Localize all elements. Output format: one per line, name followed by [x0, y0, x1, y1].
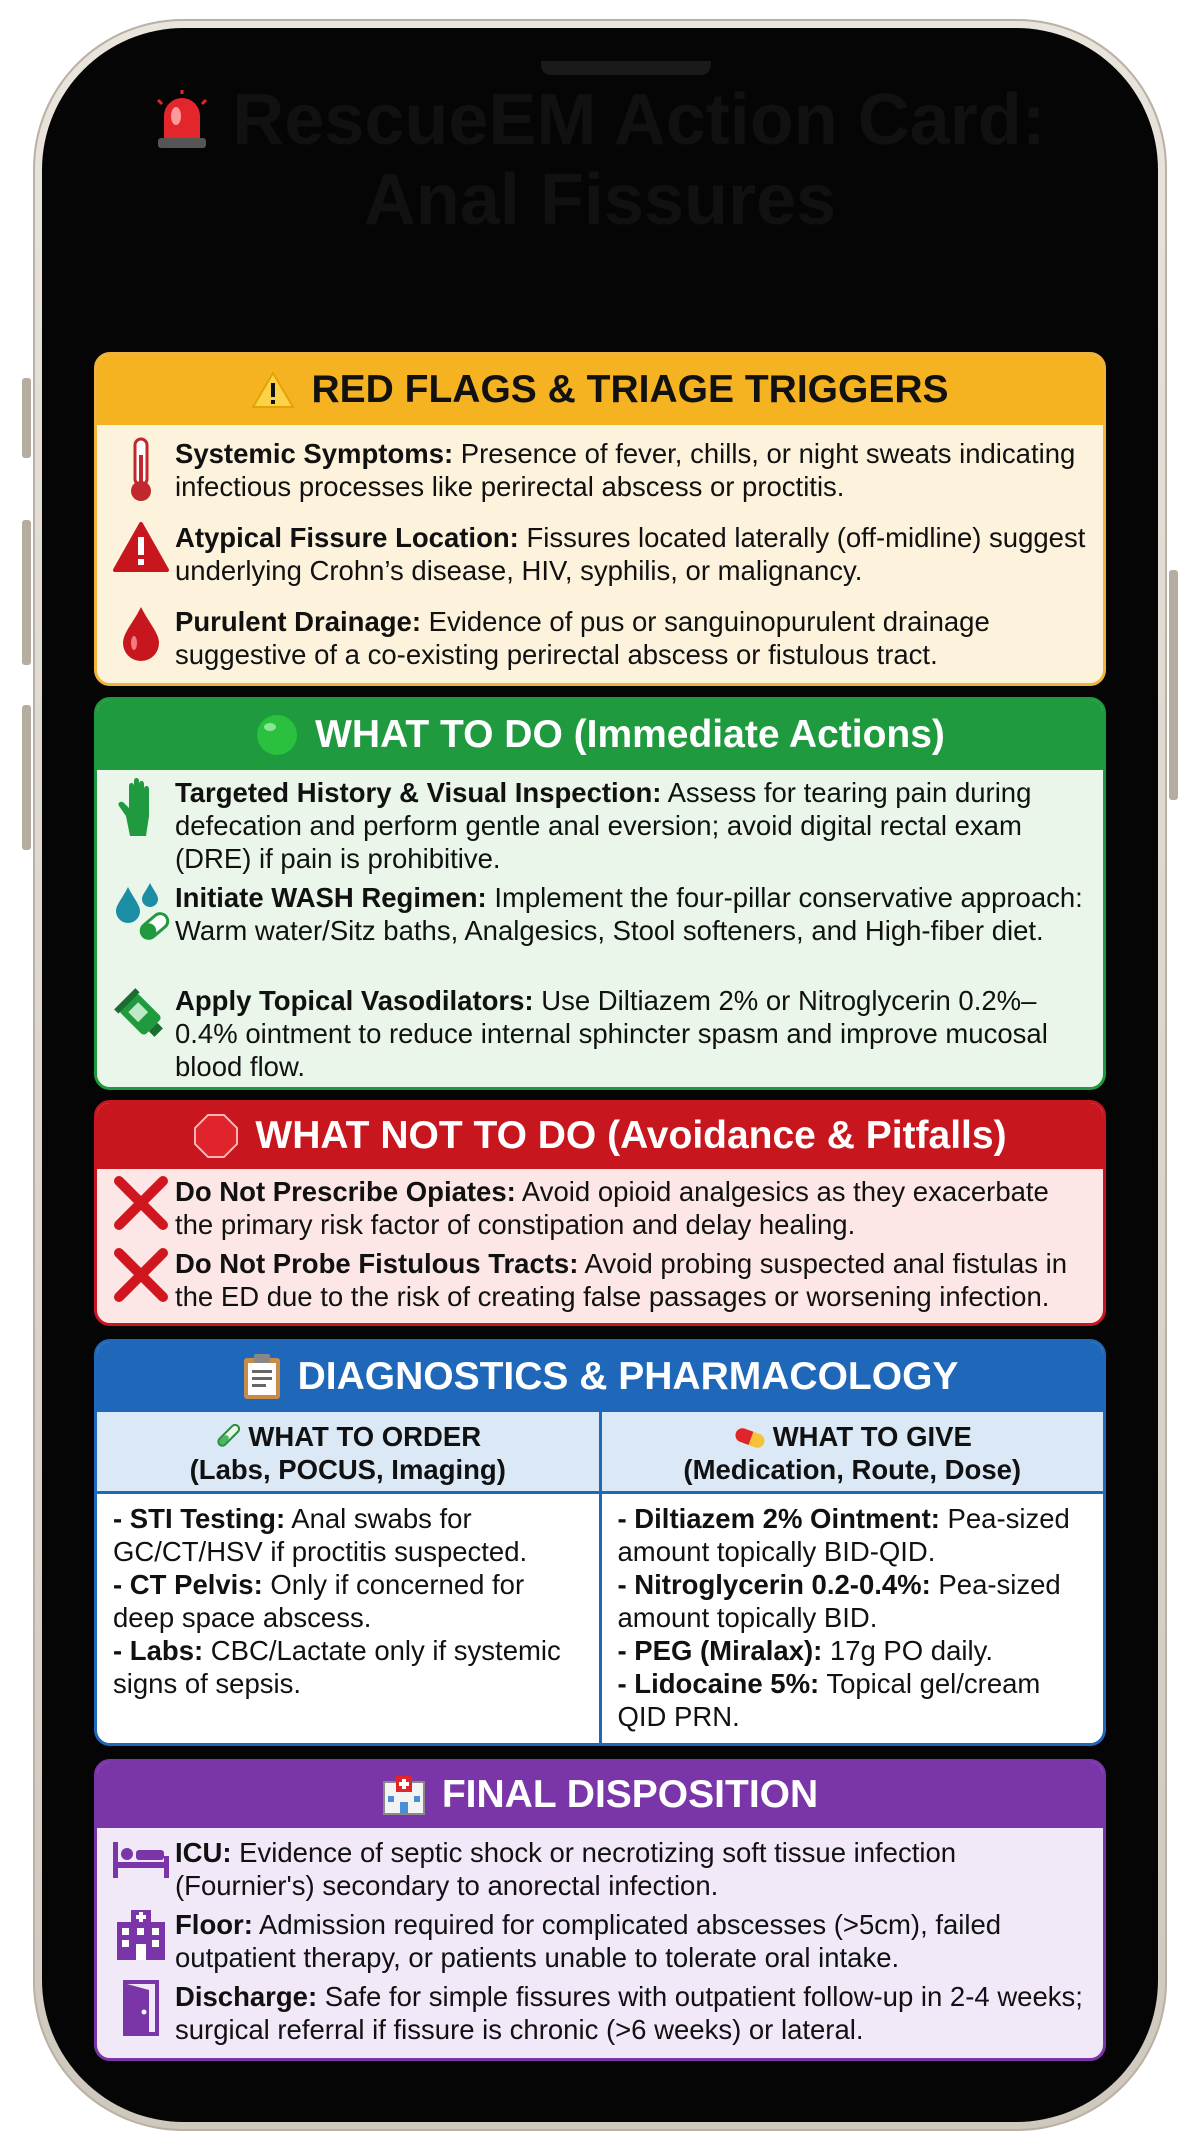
what-to-give-header: [602, 1412, 1104, 1494]
list-item: [618, 1667, 1088, 1733]
item-label: Purulent Drainage:: [175, 606, 422, 637]
x-mark-icon: [113, 1175, 169, 1231]
siren-icon: [154, 90, 210, 150]
item-text: Only if concerned for deep space abscess.: [113, 1569, 525, 1633]
item-label: - Nitroglycerin 0.2-0.4%:: [617, 1569, 931, 1600]
phone-notch: [541, 61, 711, 75]
list-item: [97, 1980, 1103, 2052]
what-to-give-title: WHAT TO GIVE: [772, 1421, 972, 1452]
list-item: [618, 1568, 1088, 1634]
list-item: [97, 437, 1103, 521]
green-circle-icon: [255, 713, 299, 757]
item-label: Initiate WASH Regimen:: [175, 882, 487, 913]
list-item: [97, 1908, 1103, 1980]
item-label: Atypical Fissure Location:: [175, 522, 519, 553]
red-flags-title: RED FLAGS & TRIAGE TRIGGERS: [311, 368, 949, 411]
item-text: Admission required for complicated abscesses (>5cm), failed outpatient therapy, or patients unable to tolerate oral intake.: [175, 1909, 1002, 1973]
item-text: Assess for tearing pain during defecation and perform gentle anal eversion; avoid digital rectal exam (DRE) if pain is prohibitive.: [175, 777, 1032, 874]
thermometer-icon: [123, 437, 159, 503]
x-mark-icon: [113, 1247, 169, 1303]
door-exit-icon: [119, 1980, 163, 2036]
diagnostics-card: [94, 1339, 1106, 1746]
item-label: ICU:: [175, 1837, 232, 1868]
item-text: Evidence of pus or sanguinopurulent drainage suggestive of a co-existing perirectal abscess or fistulous tract.: [175, 606, 990, 670]
what-to-do-card: [94, 697, 1106, 1090]
list-item: [97, 1247, 1103, 1319]
volume-button: [22, 705, 31, 850]
power-button: [1169, 570, 1178, 800]
item-label: - CT Pelvis:: [113, 1569, 263, 1600]
hospital-bed-icon: [111, 1836, 171, 1880]
red-flags-card: [94, 352, 1106, 686]
item-label: - PEG (Miralax):: [617, 1635, 823, 1666]
item-text: CBC/Lactate only if systemic signs of sepsis.: [113, 1635, 561, 1699]
item-text: Use Diltiazem 2% or Nitroglycerin 0.2%–0.4% ointment to reduce internal sphincter spasm and improve mucosal blood flow.: [175, 985, 1048, 1082]
item-text: Evidence of septic shock or necrotizing soft tissue infection (Fournier's) secondary to anorectal infection.: [175, 1837, 957, 1901]
item-label: Floor:: [175, 1909, 253, 1940]
item-text: Topical gel/cream QID PRN.: [617, 1668, 1041, 1732]
item-label: Do Not Probe Fistulous Tracts:: [175, 1248, 579, 1279]
list-item: [97, 605, 1103, 686]
item-label: - Diltiazem 2% Ointment:: [617, 1503, 940, 1534]
clipboard-icon: [242, 1353, 282, 1401]
volume-button: [22, 378, 31, 458]
what-not-to-do-card: [94, 1100, 1106, 1326]
list-item: [97, 984, 1103, 1089]
list-item: [113, 1634, 583, 1700]
list-item: [113, 1502, 583, 1568]
red-flags-header: [97, 355, 1103, 425]
what-not-to-do-title: WHAT NOT TO DO (Avoidance & Pitfalls): [255, 1114, 1007, 1157]
item-text: Pea-sized amount topically BID-QID.: [617, 1503, 1070, 1567]
item-label: Apply Topical Vasodilators:: [175, 985, 534, 1016]
item-text: Implement the four-pillar conservative approach: Warm water/Sitz baths, Analgesics, Stool softeners, and High-fiber diet.: [175, 882, 1083, 946]
test-tube-icon: [214, 1422, 242, 1450]
item-label: - Lidocaine 5%:: [617, 1668, 820, 1699]
item-label: - STI Testing:: [113, 1503, 286, 1534]
item-text: Avoid opioid analgesics as they exacerbate the primary risk factor of constipation and delay healing.: [175, 1176, 1049, 1240]
item-label: Discharge:: [175, 1981, 318, 2012]
what-to-order-title: WHAT TO ORDER: [248, 1421, 482, 1452]
item-text: Pea-sized amount topically BID.: [617, 1569, 1061, 1633]
title-line-1: RescueEM Action Card:: [232, 80, 1046, 160]
what-not-to-do-header: [97, 1103, 1103, 1169]
what-to-order-header: [97, 1412, 599, 1494]
item-label: - Labs:: [113, 1635, 204, 1666]
blood-drop-icon: [121, 605, 161, 661]
item-text: Safe for simple fissures with outpatient follow-up in 2-4 weeks; surgical referral if fissure is chronic (>6 weeks) or lateral.: [175, 1981, 1083, 2045]
what-to-do-title: WHAT TO DO (Immediate Actions): [315, 713, 945, 756]
list-item: [97, 776, 1103, 881]
stop-sign-icon: [193, 1113, 239, 1159]
warning-triangle-icon: [112, 521, 170, 573]
title-line-2: Anal Fissures: [363, 160, 837, 240]
item-label: Systemic Symptoms:: [175, 438, 454, 469]
list-item: [97, 521, 1103, 605]
hand-icon: [116, 776, 166, 838]
item-text: Avoid probing suspected anal fistulas in the ED due to the risk of creating false passages or worsening infection.: [175, 1248, 1068, 1312]
item-text: Fissures located laterally (off-midline) suggest underlying Crohn’s disease, HIV, syphilis, or malignancy.: [175, 522, 1086, 586]
item-label: Do Not Prescribe Opiates:: [175, 1176, 516, 1207]
list-item: [97, 1175, 1103, 1247]
what-to-give-column: [599, 1412, 1104, 1746]
item-text: Anal swabs for GC/CT/HSV if proctitis suspected.: [113, 1503, 528, 1567]
list-item: [97, 881, 1103, 984]
disposition-header: [97, 1762, 1103, 1828]
list-item: [618, 1502, 1088, 1568]
item-text: Presence of fever, chills, or night sweats indicating infectious processes like perirectal abscess or proctitis.: [175, 438, 1076, 502]
item-label: Targeted History & Visual Inspection:: [175, 777, 662, 808]
disposition-card: [94, 1759, 1106, 2061]
ointment-tube-icon: [110, 984, 172, 1046]
diagnostics-header: [97, 1342, 1103, 1412]
item-text: 17g PO daily.: [822, 1635, 993, 1666]
list-item: [113, 1568, 583, 1634]
warning-icon: [251, 370, 295, 410]
volume-button: [22, 520, 31, 665]
what-to-give-subtitle: (Medication, Route, Dose): [683, 1454, 1022, 1485]
hospital-icon: [382, 1774, 426, 1816]
disposition-title: FINAL DISPOSITION: [441, 1773, 819, 1816]
pill-icon: [733, 1427, 767, 1449]
page-title: [90, 80, 1110, 240]
what-to-do-header: [97, 700, 1103, 770]
what-to-order-column: [97, 1412, 599, 1746]
hospital-building-icon: [113, 1908, 169, 1962]
water-drops-pill-icon: [110, 881, 172, 943]
list-item: [618, 1634, 1088, 1667]
what-to-order-subtitle: (Labs, POCUS, Imaging): [189, 1454, 506, 1485]
diagnostics-title: DIAGNOSTICS & PHARMACOLOGY: [297, 1355, 959, 1398]
list-item: [97, 1836, 1103, 1908]
